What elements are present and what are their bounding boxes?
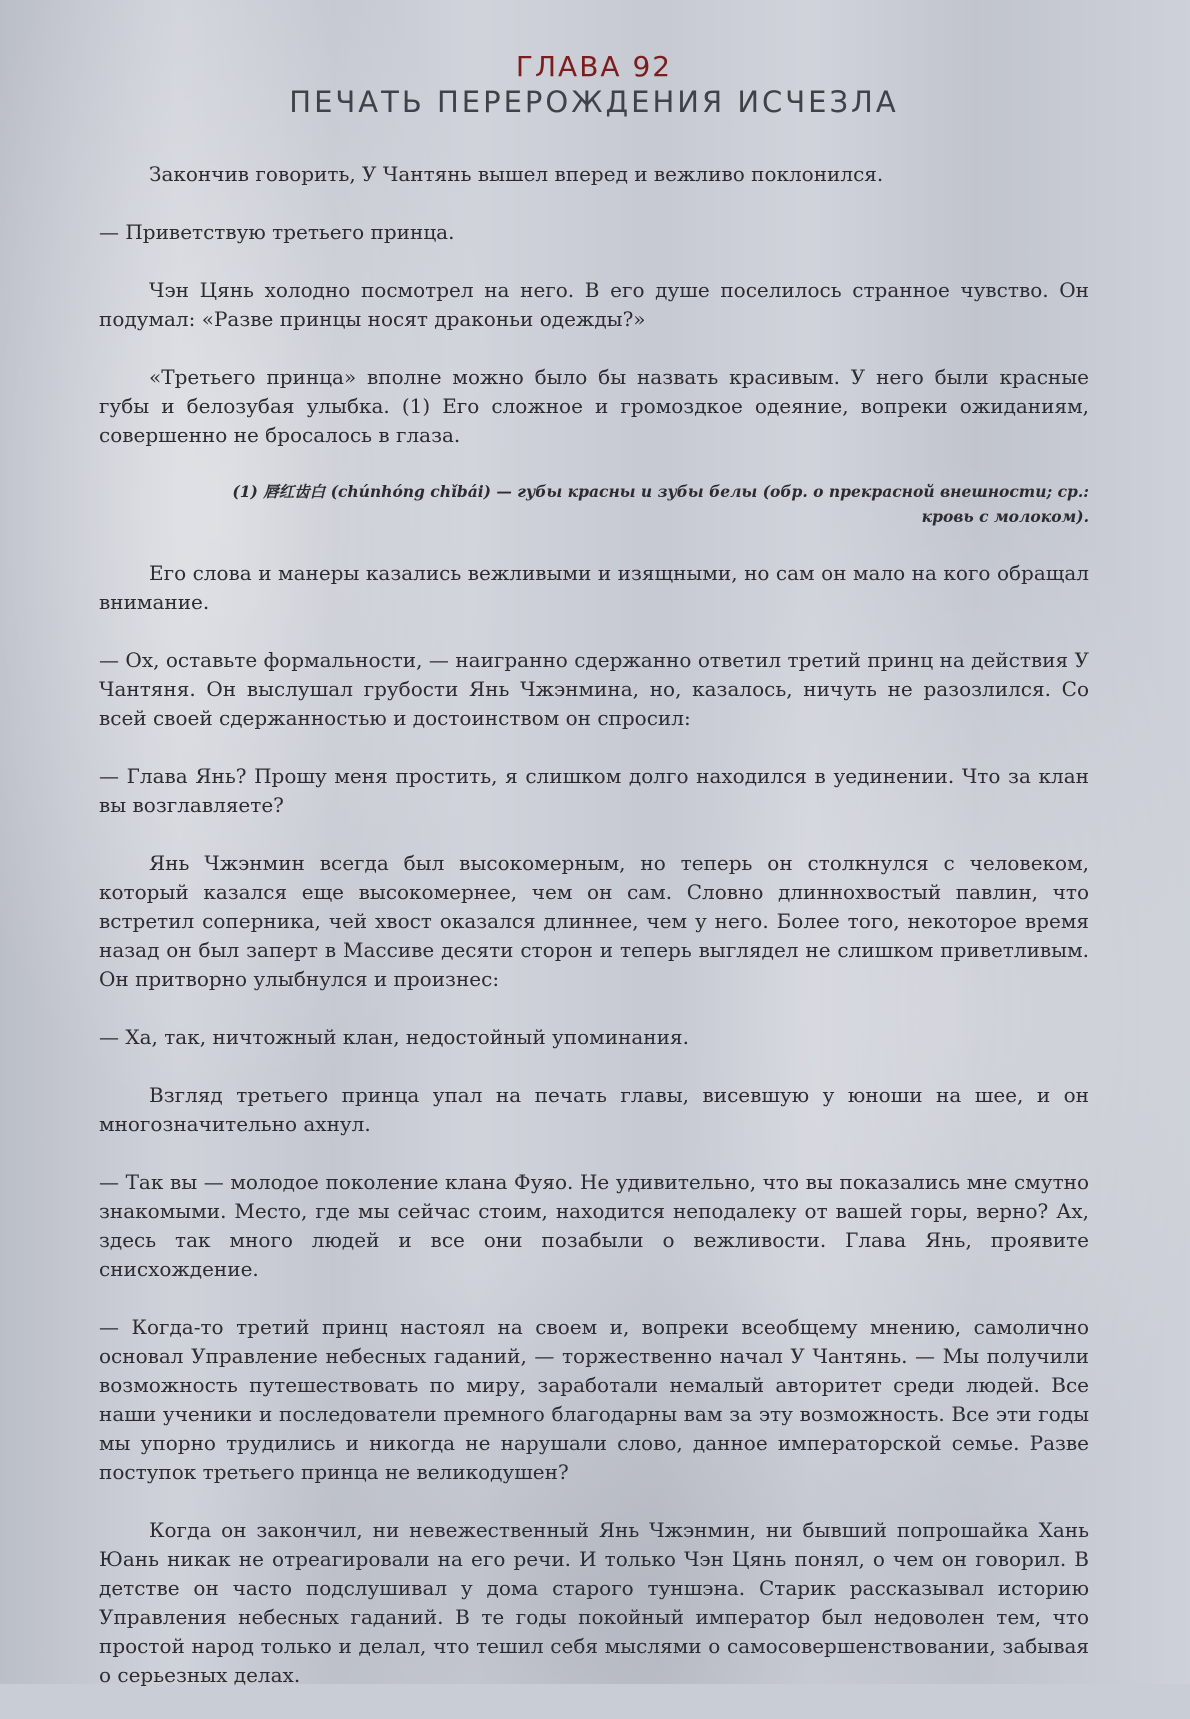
paragraph: — Ох, оставьте формальности, — наигранно сдержанно ответил третий принц на действия У Чантяня. Он выслушал грубости Янь Чжэнмина, но, казалось, ничуть не разозлился. Со всей своей сдержанностью и достоинством он спросил: [99, 648, 1089, 730]
paragraph: Когда он закончил, ни невежественный Янь Чжэнмин, ни бывший попрошайка Хань Юань никак не отреагировали на его речи. И только Чэн Цянь понял, о чем он говорил. В детстве он часто подслушивал у дома старого туншэна. Старик рассказывал историю Управления небесных гаданий. В те годы покойный император был недоволен тем, что простой народ только и делал, что тешил себя мыслями о самосовершенствовании, забывая о серьезных делах. [99, 1518, 1089, 1687]
paragraph: — Ха, так, ничтожный клан, недостойный упоминания. [99, 1025, 689, 1049]
paragraph: Чэн Цянь холодно посмотрел на него. В его душе поселилось странное чувство. Он подумал: «Разве принцы носят драконьи одежды?» [99, 278, 1089, 331]
paragraph: «Третьего принца» вполне можно было бы назвать красивым. У него были красные губы и белозубая улыбка. (1) Его сложное и громоздкое одеяние, вопреки ожиданиям, совершенно не бросалось в глаза. [99, 365, 1089, 447]
paragraph: Взгляд третьего принца упал на печать главы, висевшую у юноши на шее, и он многозначительно ахнул. [99, 1083, 1089, 1136]
footnote: (1) 唇红齿白 (chúnhóng chǐbái) — губы красны и зубы белы (обр. о прекрасной внешности; ср.: кровь с молоком). [232, 482, 1089, 526]
chapter-text [99, 160, 1089, 1690]
chapter-title: ПЕЧАТЬ ПЕРЕРОЖДЕНИЯ ИСЧЕЗЛА [289, 85, 899, 119]
paragraph: — Приветствую третьего принца. [99, 220, 455, 244]
paragraph: — Когда-то третий принц настоял на своем и, вопреки всеобщему мнению, самолично основал Управление небесных гаданий, — торжественно начал У Чантянь. — Мы получили возможность путешествовать по миру, заработали немалый авторитет среди людей. Все наши ученики и последователи премного благодарны вам за эту возможность. Все эти годы мы упорно трудились и никогда не нарушали слово, данное императорской семье. Разве поступок третьего принца не великодушен? [99, 1315, 1089, 1484]
paragraph: Закончив говорить, У Чантянь вышел вперед и вежливо поклонился. [149, 162, 884, 186]
paragraph: Янь Чжэнмин всегда был высокомерным, но теперь он столкнулся с человеком, который казался еще высокомернее, чем он сам. Словно длиннохвостый павлин, что встретил соперника, чей хвост оказался длиннее, чем у него. Более того, некоторое время назад он был заперт в Массиве десяти сторон и теперь выглядел не слишком приветливым. Он притворно улыбнулся и произнес: [99, 851, 1089, 991]
paragraph: Его слова и манеры казались вежливыми и изящными, но сам он мало на кого обращал внимание. [99, 561, 1089, 614]
paragraph: — Глава Янь? Прошу меня простить, я слишком долго находился в уединении. Что за клан вы возглавляете? [99, 764, 1089, 817]
document-page [99, 50, 1089, 1719]
chapter-number: ГЛАВА 92 [515, 50, 673, 83]
paragraph: — Так вы — молодое поколение клана Фуяо. Не удивительно, что вы показались мне смутно знакомыми. Место, где мы сейчас стоим, находится неподалеку от вашей горы, верно? Ах, здесь так много людей и все они позабыли о вежливости. Глава Янь, проявите снисхождение. [99, 1170, 1089, 1281]
